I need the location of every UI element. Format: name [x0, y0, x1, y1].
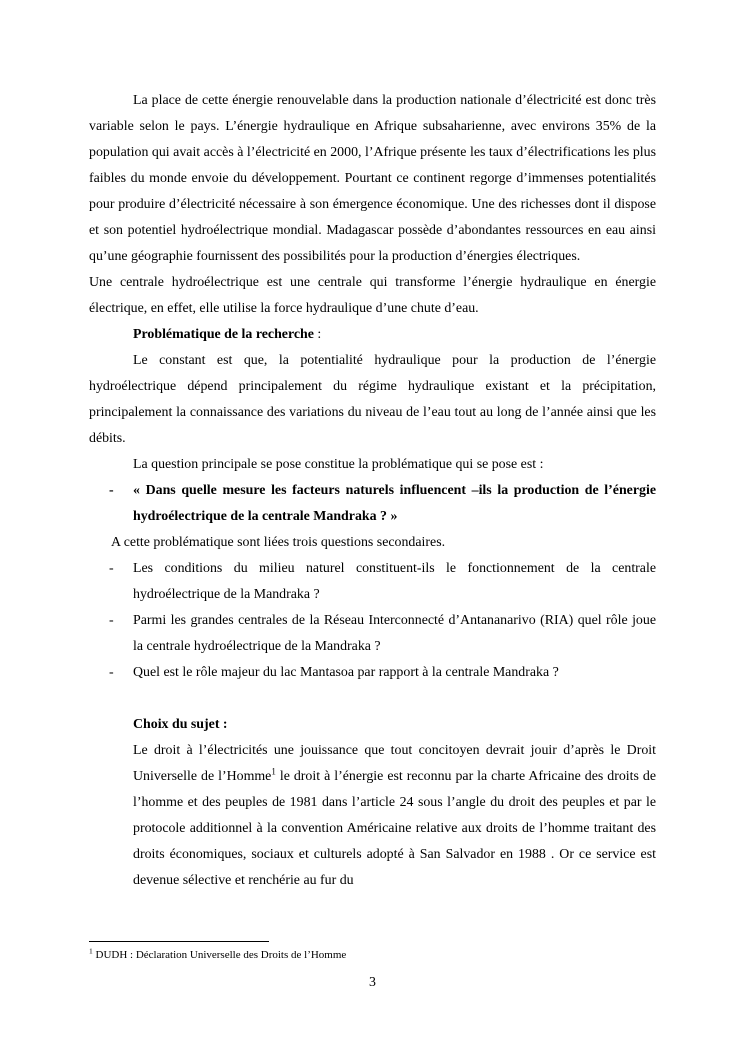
dash-bullet: - [109, 665, 114, 680]
footnote-text: DUDH : Déclaration Universelle des Droits de l’Homme [92, 949, 347, 961]
secondary-question-text: Les conditions du milieu naturel constituent-ils le fonctionnement de la centrale hydroélectrique de la Mandraka ? [133, 561, 656, 602]
question-intro: La question principale se pose constitue la problématique qui se pose est : [133, 457, 544, 472]
intro-paragraph-2: Une centrale hydroélectrique est une centrale qui transforme l’énergie hydraulique en énergie électrique, en effet, elle utilise la force hydraulique d’une chute d’eau. [89, 275, 656, 316]
secondary-question [89, 608, 656, 660]
secondary-question [89, 660, 656, 686]
secondary-question [89, 556, 656, 608]
secondary-question-list [89, 556, 656, 686]
problematique-heading-colon: : [313, 327, 322, 342]
intro-paragraph-1: La place de cette énergie renouvelable dans la production nationale d’électricité est donc très variable selon le pays. L’énergie hydraulique en Afrique subsaharienne, avec environs 35% de la population qui avait accès à l’électricité en 2000, l’Afrique présente les taux d’électrifications les plus faibles du monde envoie du développement. Pourtant ce continent regorge d’immenses potentialités pour produire d’électricité nécessaire à son émergence économique. Une des richesses dont il dispose et son potentiel hydroélectrique mondial. Madagascar possède d’abondantes ressources en eau ainsi qu’une géographie fournissent des possibilités pour la production d’énergies électriques. [89, 93, 656, 264]
footnote-mark: 1 [89, 946, 93, 956]
choix-body [89, 738, 656, 894]
dash-bullet: - [109, 483, 114, 498]
secondary-intro: A cette problématique sont liées trois questions secondaires. [111, 535, 446, 550]
document-body [89, 88, 656, 894]
choix-body-part-b: le droit à l’énergie est reconnu par la charte Africaine des droits de l’homme et des peuples de 1981 dans l’article 24 sous l’angle du droit des peuples et par le protocole additionnel à la convention Américaine relative aux droits de l’homme traitant des droits économiques, sociaux et culturels adopté à San Salvador en 1988 . Or ce service est devenue sélective et renchérie au fur du [133, 769, 656, 888]
dash-bullet: - [109, 613, 114, 628]
choix-heading: Choix du sujet : [133, 717, 228, 732]
footnote [89, 948, 346, 962]
footnote-reference[interactable]: 1 [271, 766, 276, 777]
main-question [89, 478, 656, 530]
spacer [89, 686, 656, 712]
secondary-question-text: Parmi les grandes centrales de la Réseau Interconnecté d’Antananarivo (RIA) quel rôle joue la centrale hydroélectrique de la Mandraka ? [133, 613, 656, 654]
main-question-list [89, 478, 656, 530]
problematique-body: Le constant est que, la potentialité hydraulique pour la production de l’énergie hydroélectrique dépend principalement du régime hydraulique existant et la précipitation, principalement la connaissance des variations du niveau de l’eau tout au long de l’année ainsi que les débits. [89, 353, 656, 446]
problematique-heading: Problématique de la recherche [133, 327, 314, 342]
problematique-heading-line [89, 322, 656, 348]
choix-body-part-a: Le droit à l’électricités une jouissance que tout concitoyen devrait jouir d’après le Droit Universelle de l’Homme [133, 743, 656, 784]
footnote-separator [89, 941, 269, 942]
page-number: 3 [369, 975, 376, 990]
dash-bullet: - [109, 561, 114, 576]
secondary-question-text: Quel est le rôle majeur du lac Mantasoa par rapport à la centrale Mandraka ? [133, 665, 559, 680]
main-question-text: « Dans quelle mesure les facteurs naturels influencent –ils la production de l’énergie hydroélectrique de la centrale Mandraka ? » [133, 483, 656, 524]
